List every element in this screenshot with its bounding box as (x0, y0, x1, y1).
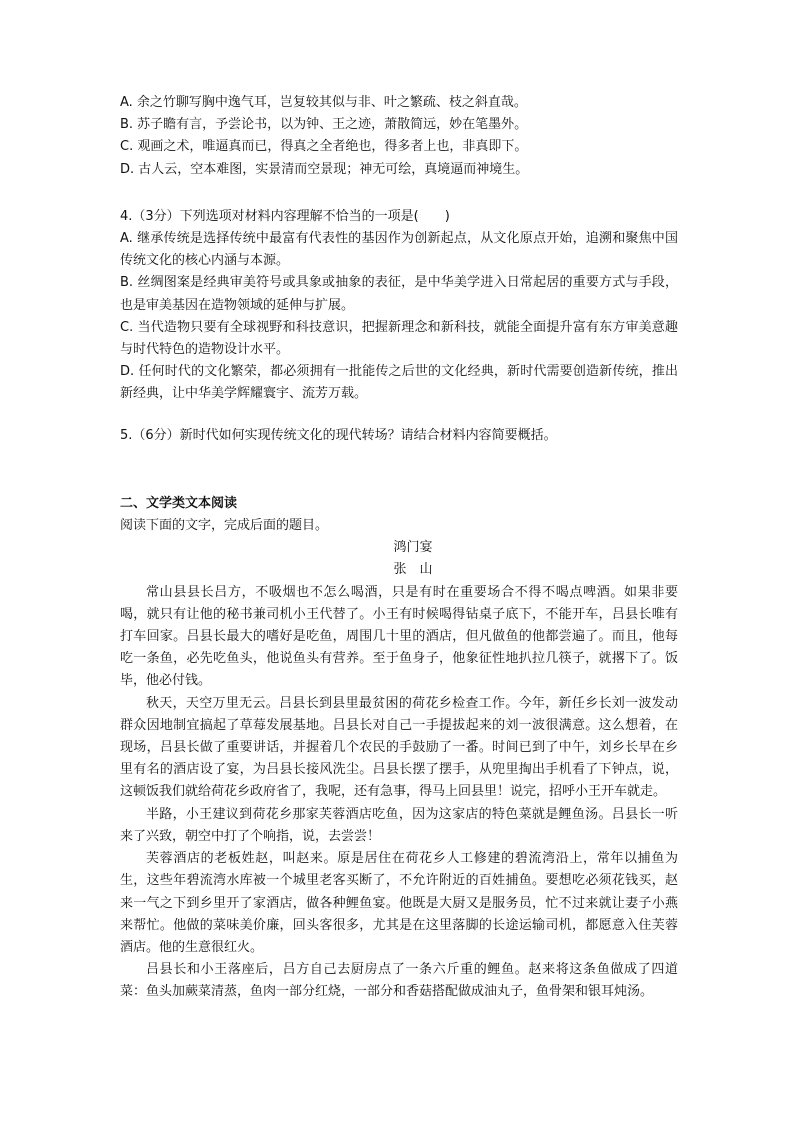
q4-option-b: B. 丝绸图案是经典审美符号或具象或抽象的表征，是中华美学进入日常起居的重要方式与手段，也是审美基因在造物领域的延伸与扩展。 (120, 275, 678, 313)
q3-option-b: B. 苏子瞻有言，予尝论书，以为钟、王之迹，萧散简远，妙在笔墨外。 (120, 117, 528, 133)
exam-page (120, 92, 678, 1004)
q4-option-c: C. 当代造物只要有全球视野和科技意识，把握新理念和新科技，就能全面提升富有东方审美意趣与时代特色的造物设计水平。 (120, 319, 678, 358)
q4-stem: 4.（3分）下列选项对材料内容理解不恰当的一项是( ) (120, 208, 450, 224)
story-paragraph: 秋天，天空万里无云。吕县长到县里最贫困的荷花乡检查工作。今年，新任乡长刘一波发动群众因地制宜搞起了草莓发展基地。吕县长对自己一手提拔起来的刘一波很满意。这么想着，在现场，吕县长做了重要讲话，并握着几个农民的手鼓励了一番。时间已到了中午，刘乡长早在乡里有名的酒店设了宴，为吕县长接风洗尘。吕县长摆了摆手，从兜里掏出手机看了下钟点，说，这顿饭我们就给荷花乡政府省了，我呢，还有急事，得马上回县里！说完，招呼小王开车就走。 (120, 695, 678, 800)
q3-option-d: D. 古人云，空本难图，实景清而空景现；神无可绘，真境逼而神境生。 (120, 161, 529, 177)
q4-option-a: A. 继承传统是选择传统中最富有代表性的基因作为创新起点，从文化原点开始，追溯和聚焦中国传统文化的核心内涵与本源。 (120, 231, 678, 269)
story-paragraph: 半路，小王建议到荷花乡那家芙蓉酒店吃鱼，因为这家店的特色菜就是鲤鱼汤。吕县长一听来了兴致，朝空中打了个响指，说，去尝尝！ (120, 806, 678, 844)
story-paragraph: 吕县长和小王落座后，吕方自己去厨房点了一条六斤重的鲤鱼。赵来将这条鱼做成了四道菜：鱼头加蕨菜清蒸，鱼肉一部分红烧，一部分和香菇搭配做成油丸子，鱼骨架和银耳炖汤。 (120, 962, 678, 1000)
q3-option-a: A. 余之竹聊写胸中逸气耳，岂复较其似与非、叶之繁疏、枝之斜直哉。 (120, 95, 527, 110)
story-paragraph: 常山县县长吕方，不吸烟也不怎么喝酒，只是有时在重要场合不得不喝点啤酒。如果非要喝，就只有让他的秘书兼司机小王代替了。小王有时候喝得钻桌子底下，不能开车，吕县长唯有打车回家。吕县长最大的嗜好是吃鱼，周围几十里的酒店，但凡做鱼的他都尝遍了。而且，他每吃一条鱼，必先吃鱼头，他说鱼头有营养。至于鱼身子，他象征性地扒拉几筷子，就撂下了。饭毕，他必付钱。 (120, 584, 678, 689)
q5-question: 5.（6分）新时代如何实现传统文化的现代转场？请结合材料内容简要概括。 (120, 427, 557, 443)
section-heading: 二、文学类文本阅读 (120, 495, 238, 511)
reading-instruction: 阅读下面的文字，完成后面的题目。 (120, 518, 329, 534)
q4-option-d: D. 任何时代的文化繁荣，都必须拥有一批能传之后世的文化经典，新时代需要创造新传统，推出新经典，让中华美学辉耀寰宇、流芳万载。 (120, 364, 678, 402)
story-author: 张 山 (393, 562, 433, 578)
story-paragraph: 芙蓉酒店的老板姓赵，叫赵来。原是居住在荷花乡人工修建的碧流湾沿上，常年以捕鱼为生，这些年碧流湾水库被一个城里老客买断了，不允许附近的百姓捕鱼。要想吃必须花钱买，赵来一气之下到乡里开了家酒店，做各种鲤鱼宴。他既是大厨又是服务员，忙不过来就让妻子小燕来帮忙。他做的菜味美价廉，回头客很多，尤其是在这里落脚的长途运输司机，都愿意入住芙蓉酒店。他的生意很红火。 (120, 851, 678, 955)
story-title: 鸿门宴 (393, 540, 433, 556)
q3-option-c: C. 观画之术，唯逼真而已，得真之全者绝也，得多者上也，非真即下。 (120, 139, 528, 155)
